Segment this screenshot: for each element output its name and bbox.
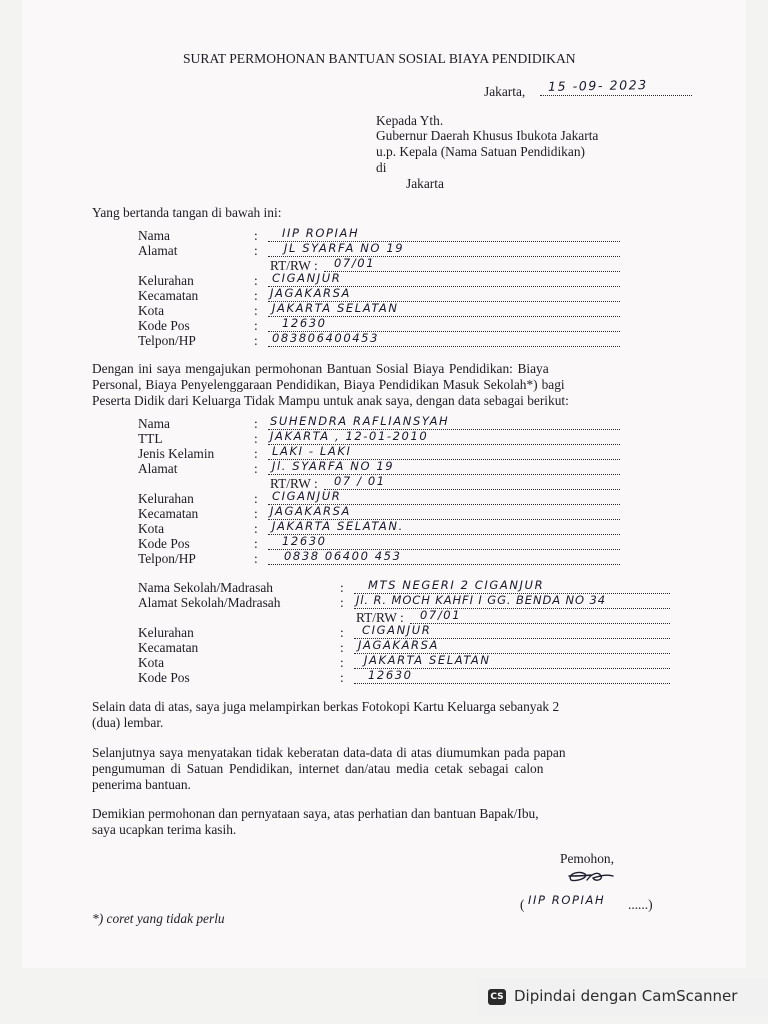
- applicant-kodepos-value: 12630: [282, 316, 327, 330]
- school-label-rtrw: RT/RW :: [356, 610, 404, 625]
- camscanner-logo-icon: CS: [488, 989, 506, 1005]
- request-line-2: Personal, Biaya Penyelenggaraan Pendidikan, Biaya Pendidikan Masuk Sekolah*) bagi: [92, 377, 565, 392]
- colon: :: [254, 243, 258, 258]
- colon: :: [254, 303, 258, 318]
- applicant-label-alamat: Alamat: [138, 243, 178, 258]
- applicant-kecamatan-value: JAGAKARSA: [270, 286, 352, 300]
- school-label-kota: Kota: [138, 655, 165, 670]
- field-line: [268, 256, 620, 257]
- applicant-kota-value: JAKARTA SELATAN: [272, 301, 399, 315]
- child-rtrw-value: 07 / 01: [334, 474, 386, 488]
- attachment-line-2: (dua) lembar.: [92, 715, 164, 730]
- request-line-3: Peserta Didik dari Keluarga Tidak Mampu untuk anak saya, dengan data sebagai berikut:: [92, 393, 569, 408]
- child-label-jk: Jenis Kelamin: [138, 446, 215, 461]
- child-label-kota: Kota: [138, 521, 165, 536]
- colon: :: [340, 595, 344, 610]
- field-line: [354, 608, 670, 609]
- school-label-nama: Nama Sekolah/Madrasah: [138, 580, 273, 595]
- applicant-label-rtrw: RT/RW :: [270, 258, 318, 273]
- applicant-rtrw-value: 07/01: [334, 256, 376, 270]
- child-alamat-value: Jl. SYARFA NO 19: [272, 459, 395, 473]
- request-line-1: Dengan ini saya mengajukan permohonan Bantuan Sosial Biaya Pendidikan: Biaya: [92, 361, 549, 376]
- colon: :: [254, 461, 258, 476]
- applicant-label-kodepos: Kode Pos: [138, 318, 190, 333]
- closing-line-1: Demikian permohonan dan pernyataan saya, atas perhatian dan bantuan Bapak/Ibu,: [92, 806, 539, 821]
- field-line: [410, 623, 670, 624]
- signature-close: ......): [628, 897, 653, 912]
- school-nama-value: MTS NEGERI 2 CIGANJUR: [368, 578, 545, 592]
- school-label-alamat: Alamat Sekolah/Madrasah: [138, 595, 281, 610]
- colon: :: [254, 431, 258, 446]
- child-jk-value: LAKI - LAKI: [272, 444, 352, 458]
- school-kecamatan-value: JAGAKARSA: [358, 638, 440, 652]
- child-label-rtrw: RT/RW :: [270, 476, 318, 491]
- colon: :: [254, 446, 258, 461]
- date-dotted-line: [540, 95, 692, 96]
- colon: :: [340, 580, 344, 595]
- place-label: Jakarta,: [484, 84, 526, 99]
- applicant-label-telpon: Telpon/HP: [138, 333, 196, 348]
- school-kelurahan-value: CIGANJUR: [362, 623, 432, 637]
- colon: :: [340, 655, 344, 670]
- child-kelurahan-value: CIGANJUR: [272, 489, 342, 503]
- child-kota-value: JAKARTA SELATAN.: [272, 519, 404, 533]
- child-label-nama: Nama: [138, 416, 170, 431]
- letter-date: 15 -09- 2023: [547, 77, 648, 94]
- child-label-ttl: TTL: [138, 431, 163, 446]
- colon: :: [340, 640, 344, 655]
- footnote: *) coret yang tidak perlu: [92, 911, 225, 926]
- child-telpon-value: 0838 06400 453: [284, 549, 402, 563]
- field-line: [268, 474, 620, 475]
- school-label-kecamatan: Kecamatan: [138, 640, 199, 655]
- statement-line-1: Selanjutnya saya menyatakan tidak keberatan data-data di atas diumumkan pada papan: [92, 745, 566, 760]
- child-ttl-value: JAKARTA , 12-01-2010: [270, 429, 429, 443]
- child-label-kelurahan: Kelurahan: [138, 491, 194, 506]
- colon: :: [254, 318, 258, 333]
- field-line: [268, 564, 620, 565]
- signature-label: Pemohon,: [560, 851, 614, 866]
- child-nama-value: SUHENDRA RAFLIANSYAH: [270, 414, 450, 428]
- school-kota-value: JAKARTA SELATAN: [364, 653, 491, 667]
- colon: :: [254, 536, 258, 551]
- field-line: [324, 489, 620, 490]
- applicant-label-kelurahan: Kelurahan: [138, 273, 194, 288]
- recipient-governor: Gubernur Daerah Khusus Ibukota Jakarta: [376, 128, 599, 143]
- statement-line-3: penerima bantuan.: [92, 777, 191, 792]
- school-label-kodepos: Kode Pos: [138, 670, 190, 685]
- colon: :: [254, 273, 258, 288]
- child-label-kodepos: Kode Pos: [138, 536, 190, 551]
- recipient-city: Jakarta: [406, 176, 444, 191]
- signature-name: IIP ROPIAH: [528, 893, 606, 907]
- applicant-kelurahan-value: CIGANJUR: [272, 271, 342, 285]
- colon: :: [340, 625, 344, 640]
- intro-text: Yang bertanda tangan di bawah ini:: [92, 205, 282, 220]
- applicant-alamat-value: JL SYARFA NO 19: [284, 241, 405, 255]
- recipient-greeting: Kepada Yth.: [376, 113, 444, 128]
- signature-scribble: [565, 864, 617, 888]
- school-alamat-value: Jl. R. MOCH KAHFI I GG. BENDA NO 34: [356, 593, 606, 607]
- applicant-label-kecamatan: Kecamatan: [138, 288, 199, 303]
- colon: :: [254, 228, 258, 243]
- child-label-telpon: Telpon/HP: [138, 551, 196, 566]
- camscanner-text: Dipindai dengan CamScanner: [514, 987, 738, 1005]
- closing-line-2: saya ucapkan terima kasih.: [92, 822, 237, 837]
- school-kodepos-value: 12630: [368, 668, 413, 682]
- statement-line-2: pengumuman di Satuan Pendidikan, internet dan/atau media cetak sebagai calon: [92, 761, 544, 776]
- recipient-di: di: [376, 160, 387, 175]
- colon: :: [254, 416, 258, 431]
- field-line: [354, 683, 670, 684]
- document-title: SURAT PERMOHONAN BANTUAN SOSIAL BIAYA PENDIDIKAN: [183, 51, 576, 66]
- field-line: [268, 346, 620, 347]
- applicant-telpon-value: 083806400453: [272, 331, 379, 345]
- applicant-nama-value: IIP ROPIAH: [282, 226, 360, 240]
- field-line: [324, 271, 620, 272]
- applicant-label-kota: Kota: [138, 303, 165, 318]
- colon: :: [340, 670, 344, 685]
- signature-open-paren: (: [520, 897, 525, 912]
- colon: :: [254, 333, 258, 348]
- recipient-attention: u.p. Kepala (Nama Satuan Pendidikan): [376, 144, 585, 159]
- child-label-kecamatan: Kecamatan: [138, 506, 199, 521]
- colon: :: [254, 521, 258, 536]
- attachment-line-1: Selain data di atas, saya juga melampirkan berkas Fotokopi Kartu Keluarga sebanyak 2: [92, 699, 560, 714]
- colon: :: [254, 491, 258, 506]
- child-kecamatan-value: JAGAKARSA: [270, 504, 352, 518]
- school-rtrw-value: 07/01: [420, 608, 462, 622]
- colon: :: [254, 288, 258, 303]
- child-kodepos-value: 12630: [282, 534, 327, 548]
- applicant-label-nama: Nama: [138, 228, 170, 243]
- school-label-kelurahan: Kelurahan: [138, 625, 194, 640]
- child-label-alamat: Alamat: [138, 461, 178, 476]
- colon: :: [254, 551, 258, 566]
- colon: :: [254, 506, 258, 521]
